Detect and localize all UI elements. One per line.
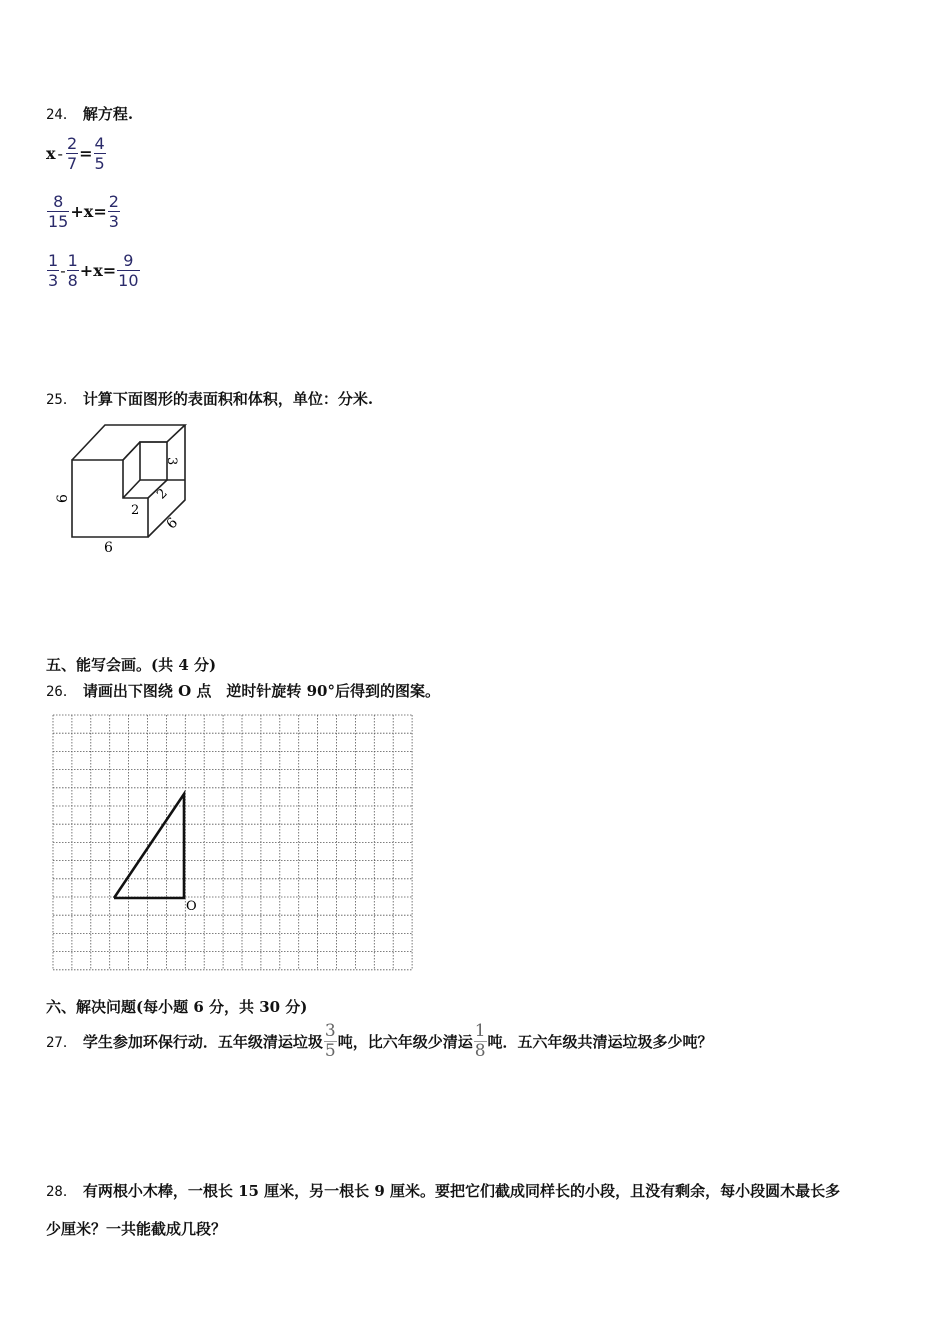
triangle-shape (114, 794, 184, 898)
notch-edges (123, 442, 185, 498)
label-depth: 6 (163, 514, 182, 533)
notched-cube-figure (50, 420, 200, 560)
label-height: 6 (55, 494, 71, 503)
eq2-equals: = (93, 202, 107, 221)
eq3-equals: = (102, 261, 117, 280)
eq1-fraction-2: $\frac{4}{5}$ (94, 134, 105, 173)
q28-number: 28． (46, 1184, 77, 1200)
q28-line1 (46, 1180, 840, 1201)
grid-lines (53, 715, 412, 970)
eq3-fraction-3: $\frac{9}{10}$ (118, 251, 139, 290)
eq3-minus: - (60, 261, 66, 280)
eq3-fraction-2: $\frac{1}{8}$ (67, 251, 78, 290)
q28-text-1: 有两根小木棒，一根长 15 厘米，另一根长 9 厘米。要把它们截成同样长的小段，且没有剩余，每小段圆木最长多 (82, 1182, 841, 1200)
q27-number: 27． (46, 1034, 77, 1051)
eq3-fraction-1: $\frac{1}{3}$ (48, 251, 59, 290)
section-5-title: 五、能写会画。(共 4 分) (46, 656, 217, 674)
q27-part1: 学生参加环保行动．五年级清运垃圾 (82, 1033, 323, 1051)
q26-text: 请画出下图绕 O 点 逆时针旋转 90°后得到的图案。 (82, 682, 440, 700)
label-notch-depth: 2 (154, 486, 171, 503)
q27-fraction-2: $\frac{1}{8}$ (474, 1021, 486, 1061)
eq3-var: x (93, 261, 103, 280)
eq1-fraction-1: $\frac{2}{7}$ (66, 134, 78, 173)
label-notch-height: 3 (164, 457, 179, 466)
label-notch-width: 2 (131, 503, 140, 518)
point-o-label: O (186, 899, 197, 914)
label-width: 6 (104, 540, 113, 556)
equation-2 (46, 192, 121, 231)
q26-heading (46, 680, 440, 701)
eq1-var: x (46, 144, 56, 163)
eq2-fraction-1: $\frac{8}{15}$ (48, 192, 69, 231)
eq1-equals: = (79, 144, 93, 163)
eq3-plus: + (79, 261, 94, 280)
q27 (46, 1022, 713, 1061)
equation-3 (46, 251, 141, 290)
q28-line2: 少厘米？一共能截成几段？ (46, 1220, 227, 1238)
q25-text: 计算下面图形的表面积和体积，单位：分米. (82, 390, 374, 408)
q26-number: 26． (46, 684, 77, 700)
eq2-plus: + (70, 202, 84, 221)
notch-back (140, 442, 167, 480)
eq2-fraction-2: $\frac{2}{3}$ (108, 192, 119, 231)
eq2-var: x (83, 202, 94, 221)
rotation-grid[interactable] (50, 712, 416, 976)
q24-number: 24． (46, 107, 77, 123)
section-6-title: 六、解决问题(每小题 6 分，共 30 分) (46, 998, 308, 1016)
q24-heading (46, 103, 133, 124)
q25-heading (46, 388, 373, 409)
q24-text: 解方程. (82, 105, 134, 123)
q25-number: 25． (46, 392, 77, 408)
q27-part3: 吨．五六年级共清运垃圾多少吨？ (487, 1033, 713, 1051)
q27-part2: 吨，比六年级少清运 (337, 1033, 473, 1051)
equation-1 (46, 134, 107, 173)
eq1-minus: - (57, 144, 63, 163)
q27-fraction-1: $\frac{3}{5}$ (324, 1021, 336, 1061)
cube-front-face (72, 460, 148, 537)
